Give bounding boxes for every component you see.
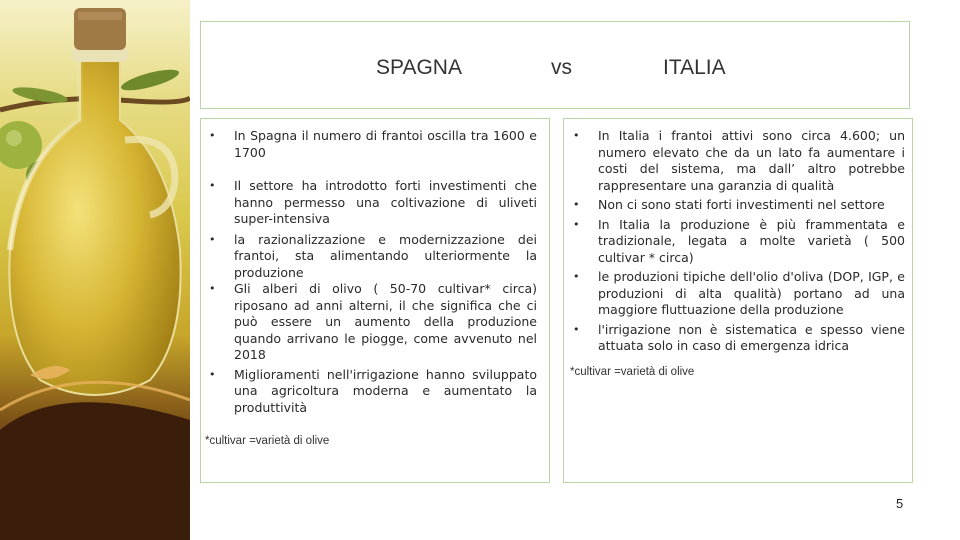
italia-footnote: *cultivar =varietà di olive bbox=[570, 366, 695, 378]
title-italia: ITALIA bbox=[663, 56, 726, 79]
spagna-item-1: • In Spagna il numero di frantoi oscilla tra 1600 e 1700 bbox=[234, 128, 537, 161]
olive-oil-photo bbox=[0, 0, 190, 540]
italia-item-5: • l'irrigazione non è sistematica e spesso viene attuata solo in caso di emergenza idrica bbox=[598, 322, 905, 355]
title-spagna: SPAGNA bbox=[376, 56, 462, 79]
italia-item-3: • In Italia la produzione è più frammentata e tradizionale, legata a molte varietà ( 500 cultivar * circa) bbox=[598, 217, 905, 267]
italia-item-4: • le produzioni tipiche dell'olio d'oliva (DOP, IGP, e produzioni di alta qualità) portano ad una maggiore fluttuazione della produzione bbox=[598, 269, 905, 319]
italia-item-1: • In Italia i frantoi attivi sono circa 4.600; un numero elevato che da un lato fa aumentare i costi del sistema, ma dall’ altro potrebbe rappresentare una garanzia di qualità bbox=[598, 128, 905, 194]
italia-bullet-list bbox=[598, 128, 905, 355]
spagna-bullet-list bbox=[234, 128, 537, 416]
spagna-footnote: *cultivar =varietà di olive bbox=[205, 435, 330, 447]
italia-item-2: • Non ci sono stati forti investimenti nel settore bbox=[598, 197, 905, 214]
spagna-item-3: • la razionalizzazione e modernizzazione dei frantoi, sta alimentando ulteriormente la produzione bbox=[234, 232, 537, 282]
spagna-item-2: • Il settore ha introdotto forti investimenti che hanno permesso una coltivazione di uliveti super-intensiva bbox=[234, 178, 537, 228]
page-number: 5 bbox=[896, 496, 904, 511]
olive-oil-bottle-illustration bbox=[0, 0, 190, 540]
title-vs: vs bbox=[551, 56, 572, 79]
spagna-item-5: • Miglioramenti nell'irrigazione hanno sviluppato una agricoltura moderna e aumentato la produttività bbox=[234, 367, 537, 417]
spagna-item-4: • Gli alberi di olivo ( 50-70 cultivar* circa) riposano ad anni alterni, il che significa che ci può essere un aumento della produzione quando arrivano le piogge, come avvenuto nel 2018 bbox=[234, 281, 537, 364]
